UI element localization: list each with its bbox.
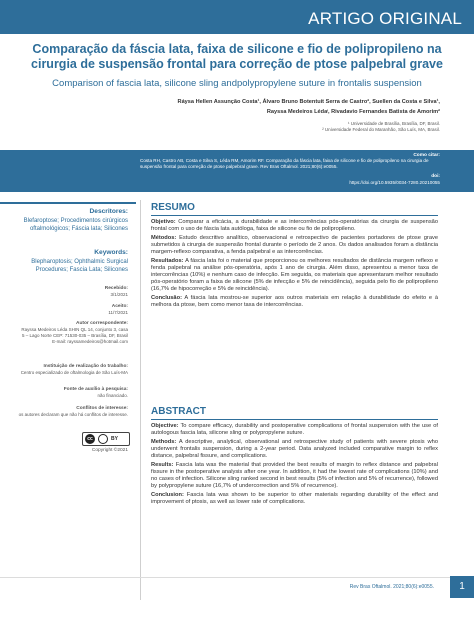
affiliation-1: ¹ Universidade de Brasília, Brasília, DF, Brasil. xyxy=(347,121,440,126)
institution-text: Centro especializado de oftalmologia de São Luís-MA xyxy=(20,370,128,375)
doi-link[interactable]: https://doi.org/10.5935/0034-7280.20210055 xyxy=(349,180,440,185)
footer-journal-citation: Rev Bras Oftalmol. 2021;80(6):e0055. xyxy=(349,584,434,590)
author-list xyxy=(80,97,440,117)
resumo-conclusao: Conclusão: A fáscia lata mostrou-se superior aos outros materiais em relação à durabilidade do efeito e à melhora da ptose, bem como menor taxa de intercorrências. xyxy=(151,294,438,309)
resumo-metodos: Métodos: Estudo descritivo analítico, observacional e retrospectivo de pacientes portadores de ptose grave submetidos à cirurgia de suspensão frontal durante o período de 2 anos. Os dados analisados foram a distância margem-reflexo comparativa, a fenda palpebral e as intercorrências. xyxy=(151,234,438,256)
conflicts-label: Conflitos de interesse: xyxy=(76,406,128,411)
descritores-label: Descritores: xyxy=(89,208,128,215)
institution-label: Instituição de realização do trabalho: xyxy=(43,364,128,369)
citation-text: Costa RH, Castro AB, Costa e Silva S, Léda RM, Amorim RF. Comparação da fáscia lata, faixa de silicone e fio de polipropileno na cirurgia de suspensão frontal para correção de ptose palpebral grave. Rev Bras Oftalmol. 2021;80(6):e0055. xyxy=(140,158,429,170)
title-english: Comparison of fascia lata, silicone sling andpolypropylene suture in frontalis suspension xyxy=(52,78,422,89)
abstract-results: Results: Fascia lata was the material that provided the best results of margin to reflex distance and palpebral fissure in the postoperative analysis after one year. In addition, it had the lowest rate of complications (10%) and no cases of infection. Silicone sling ranked second in best results (5% of infection and 5% of recurrence), followed by polypropylene suture (16,7% of undercorrection and 5% of recurrence). xyxy=(151,461,438,490)
affiliations xyxy=(250,121,440,133)
citation-label: Como citar: xyxy=(413,153,440,158)
abstract-body xyxy=(151,423,438,507)
abstract-heading: ABSTRACT xyxy=(151,406,206,417)
title-portuguese: Comparação da fáscia lata, faixa de silicone e fio de polipropileno na cirurgia de suspensão frontal para correção de ptose palpebral grave xyxy=(31,42,443,71)
abstract-conclusion: Conclusion: Fascia lata was shown to be superior to other materials regarding durability of the effect and improvement of ptosis, as well as lower rate of complications. xyxy=(151,491,438,505)
corresponding-author-label: Autor correspondente: xyxy=(76,321,128,326)
abstract-methods: Methods: A descriptive, analytical, observational and retrospective study of patients with severe ptosis who underwent frontalis suspension, during a 2-year period. Data analyzed included comparative margin to reflex distance, palpebral fissure, and complications. xyxy=(151,438,438,460)
conflicts-text: os autores declaram que não há conflitos de interesse. xyxy=(18,412,128,417)
descritores-text: Blefaroptose; Procedimentos cirúrgicos oftalmológicos; Fáscia lata; Silicones xyxy=(23,218,128,232)
resumo-resultados: Resultados: A fáscia lata foi o material que proporcionou os melhores resultados de distância margem reflexo e fenda palpebral na análise pós-operatória, após 1 ano de cirurgia. Além disso, apresentou a menor taxa de intercorrências (10%) e nenhum caso de infecção. Em seguida, os materiais que apresentaram melhor resultado pós-operatório foram a faixa de silicone (5% de infecção e 5% de reincidência), seguida pelo fio de polipropileno (16,7% de hipocorreção e 5% de reincidência). xyxy=(151,257,438,293)
resumo-body xyxy=(151,219,438,311)
funding-text: não financiado. xyxy=(97,393,128,398)
keywords-text: Blepharoptosis; Ophthalmic Surgical Procedures; Fascia Lata; Silicones xyxy=(31,259,128,273)
doi-label: doi: xyxy=(431,174,440,179)
footer-divider xyxy=(0,577,474,578)
funding-label: Fonte de auxílio à pesquisa: xyxy=(63,387,128,392)
author-line-1: Ráysa Hellen Assunção Costa¹, Álvaro Bruno Botentuit Serra de Castro², Suellen da Costa e Silva¹, xyxy=(177,99,440,105)
resumo-objetivo: Objetivo: Comparar a eficácia, a durabilidade e as intercorrências pós-operatórias da cirurgia de suspensão frontal com o uso de fáscia lata autóloga, faixa de silicone ou fio de polipropileno. xyxy=(151,219,438,233)
sidebar-divider xyxy=(140,200,141,600)
keywords-divider xyxy=(0,202,136,204)
author-line-2: Rayssa Medeiros Lédaᶦ, Rivadavio Fernandes Batista de Amorim² xyxy=(266,109,440,115)
corresponding-author-text: Rayssa Medeiros Léda SHIN QL 14, conjunto 3, casa 5 – Lago Norte CEP: 71530-035 – Brasília, DF, Brasil E-mail: rayssamedeiros@hotmail.com xyxy=(21,327,128,344)
keywords-label: Keywords: xyxy=(94,249,128,256)
accepted-label: Aceito: xyxy=(111,304,128,309)
page-number: 1 xyxy=(450,576,474,598)
cc-by-label: BY xyxy=(111,436,118,442)
affiliation-2: ² Universidade Federal do Maranhão, São Luís, MA, Brasil. xyxy=(322,127,440,132)
creative-commons-badge[interactable] xyxy=(82,432,130,446)
resumo-heading: RESUMO xyxy=(151,202,195,213)
abstract-objective: Objective: To compare efficacy, durability and postoperative complications of frontal suspension with the use of autologous fascia lata, silicone sling or polypropylene suture. xyxy=(151,423,438,437)
citation-box xyxy=(0,150,474,192)
received-label: Recebido: xyxy=(104,286,128,291)
accepted-date: 11/7/2021 xyxy=(108,310,128,315)
resumo-rule xyxy=(151,215,438,216)
abstract-rule xyxy=(151,419,438,420)
by-person-icon xyxy=(98,434,108,444)
article-type-title: ARTIGO ORIGINAL xyxy=(308,9,462,28)
copyright: Copyright ©2021 xyxy=(91,448,128,453)
cc-icon: cc xyxy=(85,434,95,444)
received-date: 3/1/2021 xyxy=(110,292,128,297)
